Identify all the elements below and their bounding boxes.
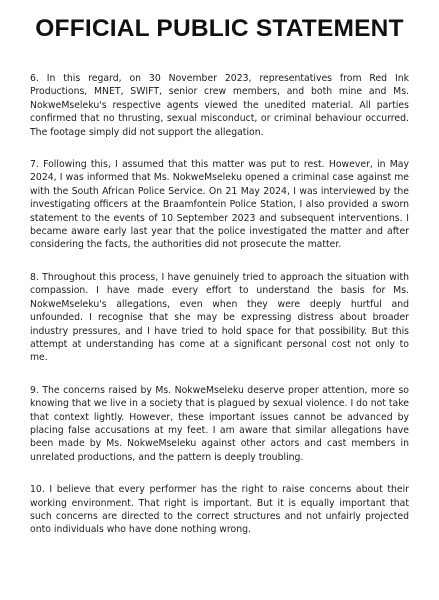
paragraph-8: 8. Throughout this process, I have genuinely tried to approach the situation with compassion. I have made every effort to understand the basis for Ms. NokweMseleku's allegations, even when they were deeply hurtful and unfounded. I recognise that she may be expressing distress about broader industry pressures, and I have tried to hold space for that possibility. But this attempt at understanding has come at a significant personal cost not only to me. (30, 271, 409, 364)
statement-title: OFFICIAL PUBLIC STATEMENT (35, 15, 404, 42)
paragraph-6: 6. In this regard, on 30 November 2023, representatives from Red Ink Productions, MNET, SWIFT, senior crew members, and both mine and Ms. NokweMseleku's respective agents viewed the unedited material. All parties confirmed that no thrusting, sexual misconduct, or criminal behaviour occurred. The footage simply did not support the allegation. (30, 73, 409, 138)
paragraph-10: 10. I believe that every performer has the right to raise concerns about their working environment. That right is important. But it is equally important that such concerns are directed to the correct structures and not unfairly projected onto individuals who have done nothing wrong. (30, 484, 409, 536)
paragraph-9: 9. The concerns raised by Ms. NokweMseleku deserve proper attention, more so knowing that we live in a society that is plagued by sexual violence. I do not take that context lightly. However, these important issues cannot be advanced by placing false accusations at my feet. I am aware that similar allegations have been made by Ms. NokweMseleku against other actors and cast members in unrelated productions, and the pattern is deeply troubling. (30, 384, 409, 463)
paragraph-7: 7. Following this, I assumed that this matter was put to rest. However, in May 2024, I was informed that Ms. NokweMseleku opened a criminal case against me with the South African Police Service. On 21 May 2024, I was interviewed by the investigating officers at the Braamfontein Police Station, I also provided a sworn statement to the events of 10 September 2023 and subsequent interventions. I became aware early last year that the police investigated the matter and after considering the facts, the authorities did not prosecute the matter. (30, 159, 409, 251)
